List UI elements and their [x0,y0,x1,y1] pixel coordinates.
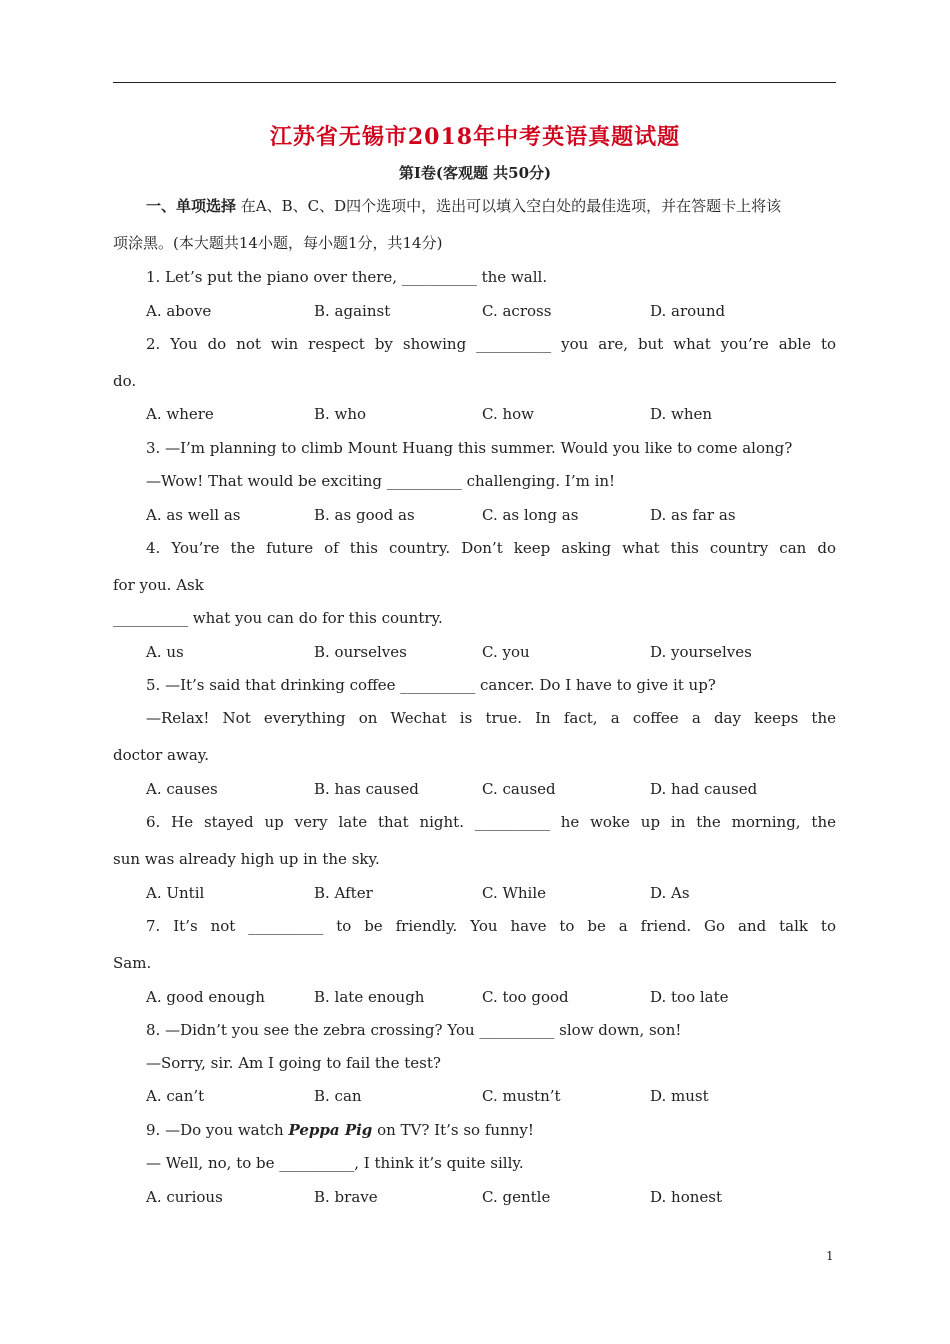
q2-option-d: D. when [650,405,713,423]
q6-option-b: B. After [314,884,373,902]
q6-option-a: A. Until [146,884,205,902]
q6-option-d: D. As [650,884,690,902]
question-9-reply: — Well, no, to be __________, I think it’s quite silly. [146,1154,524,1172]
q2-option-c: C. how [482,405,535,423]
q4-option-b: B. ourselves [314,643,407,661]
question-5-cont: doctor away. [113,746,210,764]
q8-option-c: C. mustn’t [482,1087,561,1105]
question-3-stem: 3. —I’m planning to climb Mount Huang this summer. Would you like to come along? [146,439,793,457]
section-subtitle: 第Ⅰ卷(客观题 共50分) [398,164,552,182]
q9-option-b: B. brave [314,1188,378,1206]
q3-option-c: C. as long as [482,506,579,524]
q3-option-a: A. as well as [146,506,241,524]
question-5-reply: —Relax! Not everything on Wechat is true. In fact, a coffee a day keeps the [146,709,836,727]
q6-option-c: C. While [482,884,547,902]
q5-option-d: D. had caused [650,780,758,798]
question-5-stem: 5. —It’s said that drinking coffee __________ cancer. Do I have to give it up? [146,676,716,694]
page-number: 1 [826,1249,834,1263]
question-7-stem: 7. It’s not __________ to be friendly. You have to be a friend. Go and talk to [146,917,836,935]
q1-option-d: D. around [650,302,726,320]
q9-show-title: Peppa Pig [288,1121,373,1139]
q8-option-d: D. must [650,1087,709,1105]
q2-option-b: B. who [314,405,367,423]
question-4-stem: 4. You’re the future of this country. Don’t keep asking what this country can do [146,539,836,557]
instruction-line-1 [113,196,836,216]
question-8-stem: 8. —Didn’t you see the zebra crossing? You __________ slow down, son! [146,1021,682,1039]
q1-option-b: B. against [314,302,391,320]
question-4-cont-2: __________ what you can do for this country. [113,609,443,627]
q9-option-a: A. curious [146,1188,223,1206]
q4-option-c: C. you [482,643,530,661]
instruction-line-2: 项涂黑。(本大题共14小题，每小题1分，共14分) [113,234,443,252]
q8-option-a: A. can’t [146,1087,205,1105]
question-6-stem: 6. He stayed up very late that night. __________ he woke up in the morning, the [146,813,836,831]
question-2-stem: 2. You do not win respect by showing __________ you are, but what you’re able to [146,335,836,353]
q9-option-c: C. gentle [482,1188,551,1206]
question-6-cont: sun was already high up in the sky. [113,850,380,868]
q9-option-d: D. honest [650,1188,722,1206]
question-8-reply: —Sorry, sir. Am I going to fail the test? [146,1054,441,1072]
top-rule [113,82,836,83]
q3-option-d: D. as far as [650,506,736,524]
q7-option-a: A. good enough [146,988,265,1006]
q1-option-a: A. above [146,302,212,320]
question-1-stem: 1. Let’s put the piano over there, __________ the wall. [146,268,548,286]
q4-option-a: A. us [146,643,184,661]
question-9-stem [146,1120,836,1140]
q5-option-c: C. caused [482,780,556,798]
q9-prefix: 9. —Do you watch [146,1121,289,1139]
q8-option-b: B. can [314,1087,362,1105]
q4-option-d: D. yourselves [650,643,752,661]
q9-suffix: on TV? It’s so funny! [372,1121,534,1139]
q2-option-a: A. where [146,405,214,423]
question-2-cont: do. [113,372,137,390]
page-title: 江苏省无锡市2018年中考英语真题试题 [269,124,681,150]
section-heading: 一、单项选择 [146,197,237,215]
q3-option-b: B. as good as [314,506,415,524]
question-4-cont: for you. Ask [113,576,204,594]
question-3-reply: —Wow! That would be exciting __________ challenging. I’m in! [146,472,616,490]
instruction-text-1: 在A、B、C、D四个选项中，选出可以填入空白处的最佳选项，并在答题卡上将该 [240,197,782,215]
q7-option-b: B. late enough [314,988,425,1006]
question-7-cont: Sam. [113,954,152,972]
q7-option-c: C. too good [482,988,569,1006]
q7-option-d: D. too late [650,988,729,1006]
q5-option-a: A. causes [146,780,218,798]
q5-option-b: B. has caused [314,780,419,798]
q1-option-c: C. across [482,302,552,320]
